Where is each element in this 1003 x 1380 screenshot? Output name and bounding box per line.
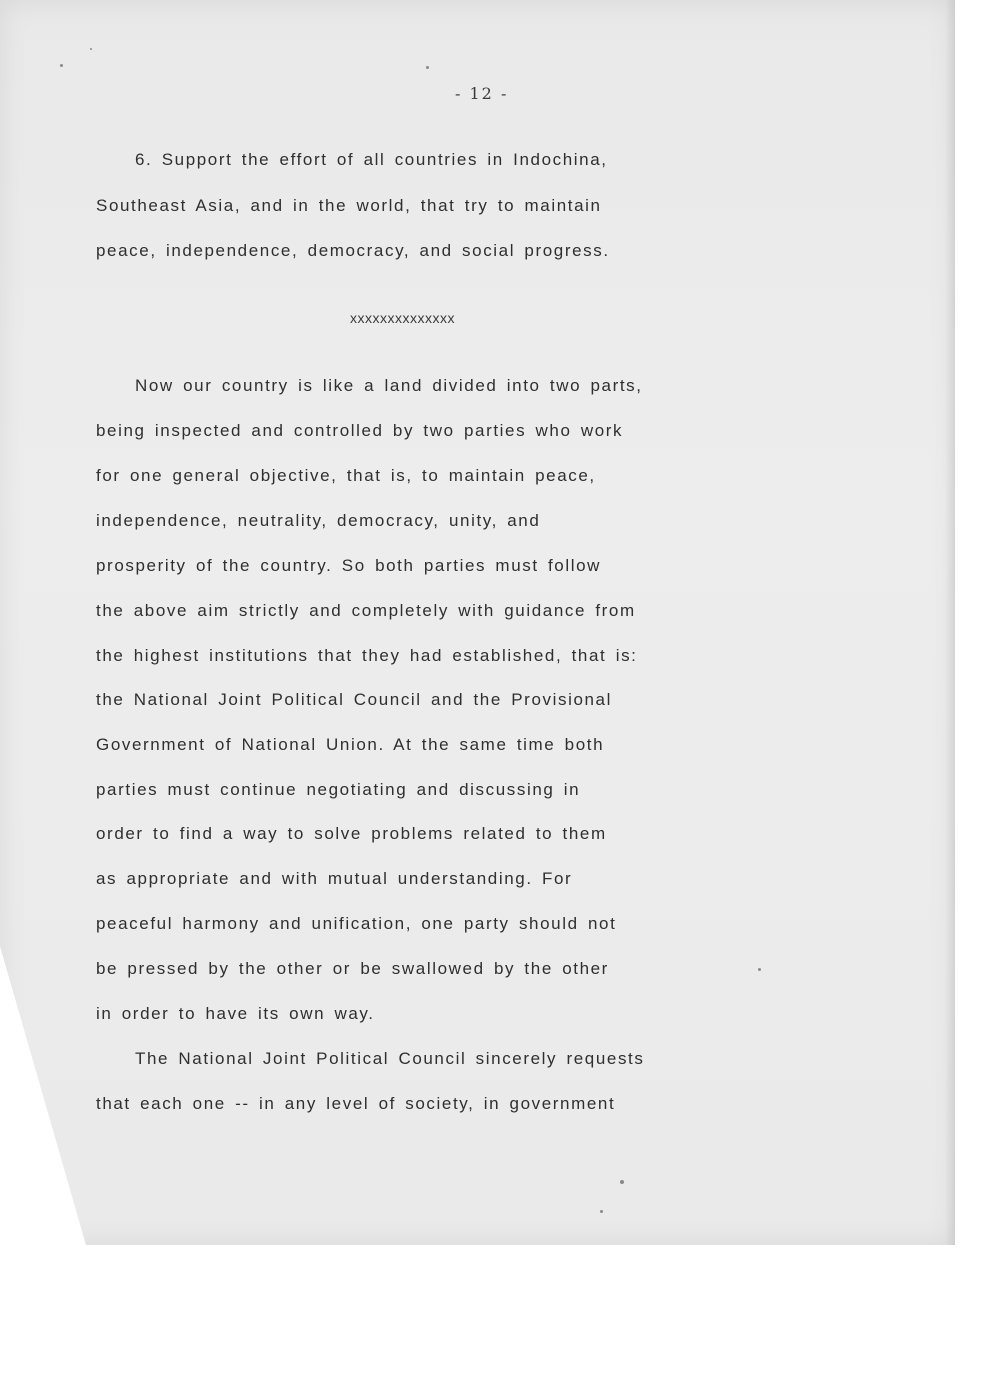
body-line: prosperity of the country. So both parties must follow bbox=[96, 556, 602, 575]
section-separator: xxxxxxxxxxxxxx bbox=[350, 310, 455, 326]
body-line: The National Joint Political Council sincerely requests bbox=[135, 1049, 645, 1068]
body-line: independence, neutrality, democracy, unity, and bbox=[96, 511, 541, 530]
dust-speck bbox=[426, 66, 429, 69]
dust-speck bbox=[90, 48, 92, 50]
body-line: the highest institutions that they had established, that is: bbox=[96, 646, 638, 665]
body-line: order to find a way to solve problems related to them bbox=[96, 824, 607, 843]
body-line: be pressed by the other or be swallowed by the other bbox=[96, 959, 609, 978]
paper-edge-shadow bbox=[945, 0, 955, 1245]
body-line: in order to have its own way. bbox=[96, 1004, 375, 1023]
dust-speck bbox=[60, 64, 63, 67]
page-number: - 12 - bbox=[455, 84, 509, 103]
body-line: the above aim strictly and completely with guidance from bbox=[96, 601, 636, 620]
body-line: 6. Support the effort of all countries in Indochina, bbox=[135, 150, 608, 169]
dust-speck bbox=[600, 1210, 603, 1213]
body-line: Now our country is like a land divided into two parts, bbox=[135, 376, 643, 395]
body-line: as appropriate and with mutual understanding. For bbox=[96, 869, 573, 888]
dust-speck bbox=[758, 968, 761, 971]
body-line: for one general objective, that is, to maintain peace, bbox=[96, 466, 596, 485]
dust-speck bbox=[620, 1180, 624, 1184]
body-line: peaceful harmony and unification, one party should not bbox=[96, 914, 617, 933]
body-line: Government of National Union. At the same time both bbox=[96, 735, 605, 754]
body-line: parties must continue negotiating and discussing in bbox=[96, 780, 581, 799]
body-line: that each one -- in any level of society, in government bbox=[96, 1094, 616, 1113]
body-line: being inspected and controlled by two parties who work bbox=[96, 421, 624, 440]
body-line: the National Joint Political Council and the Provisional bbox=[96, 690, 612, 709]
body-line: peace, independence, democracy, and social progress. bbox=[96, 241, 610, 260]
body-line: Southeast Asia, and in the world, that try to maintain bbox=[96, 196, 602, 215]
